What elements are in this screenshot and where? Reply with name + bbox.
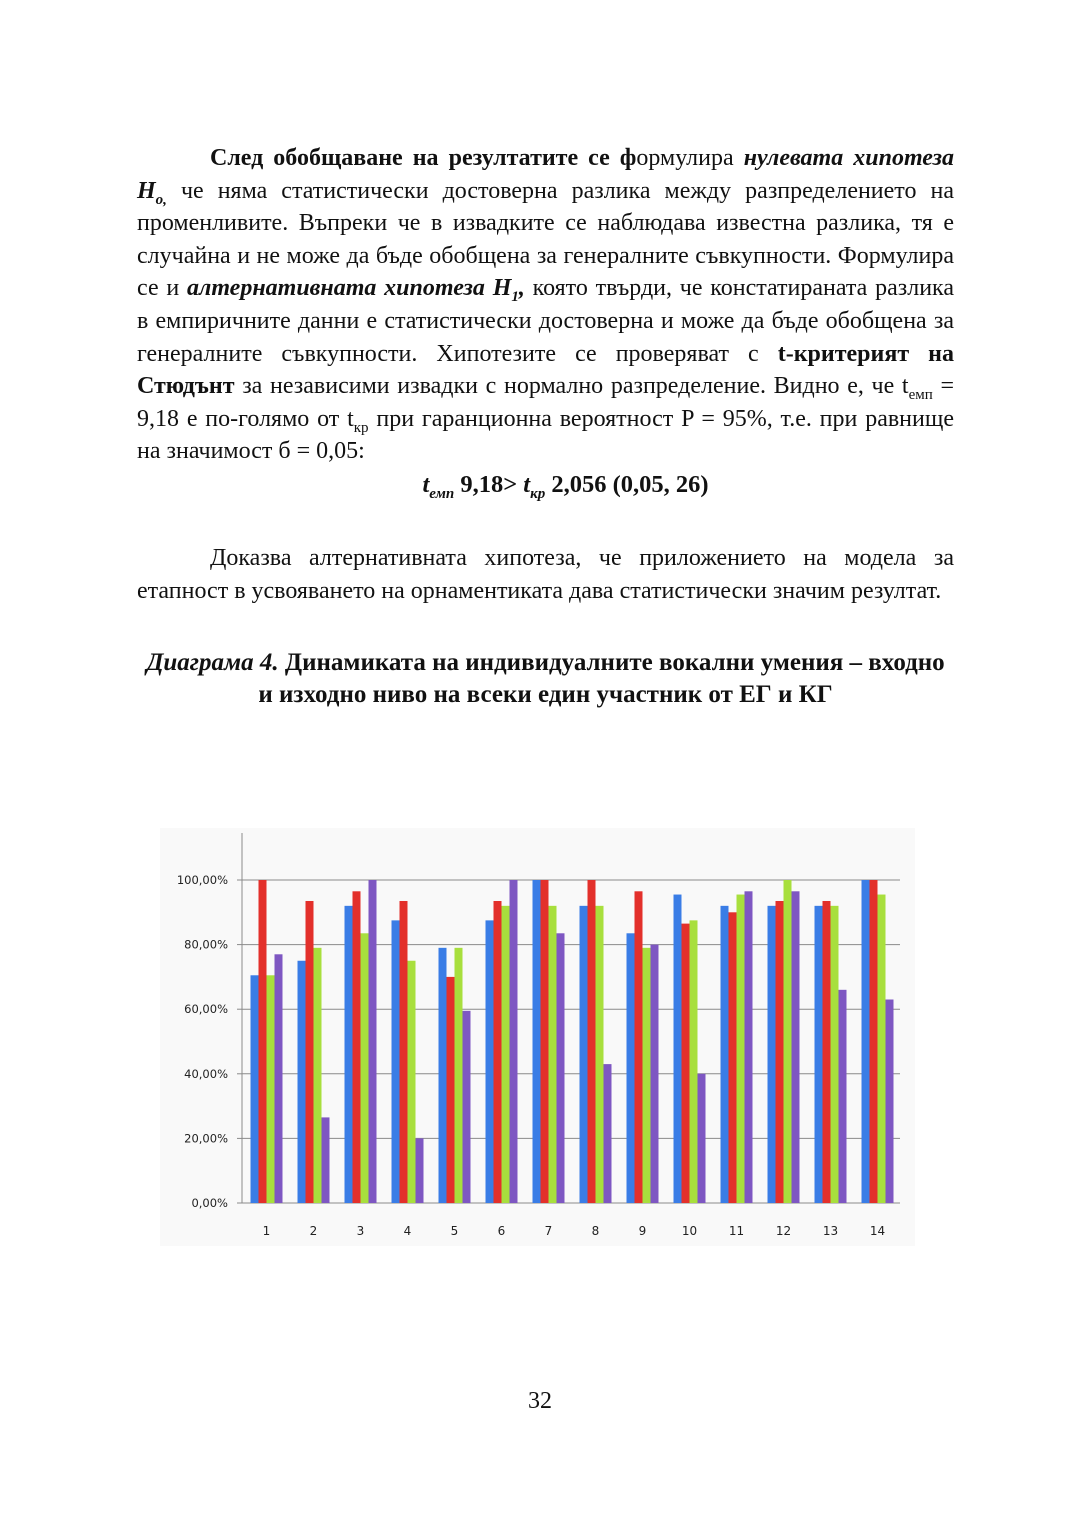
formula [137,468,954,502]
alt-hypothesis-text: алтернативната хипотеза H [187,275,512,302]
alt-hypothesis-sub: 1 [511,289,519,306]
bar [306,901,314,1203]
bar [776,901,784,1203]
x-tick-label: 2 [309,1224,318,1238]
null-hypothesis-sub: o, [155,191,167,208]
bar [439,948,447,1203]
bar [839,990,847,1203]
text-run: при гаранционна вероятност P = 95%, т.е. при равнище на значимост б = 0,05: [137,405,954,465]
x-tick-label: 14 [869,1224,886,1238]
x-tick-label: 13 [822,1224,839,1238]
alt-hypothesis [187,275,525,306]
bar [298,961,306,1203]
caption-text: Динамиката на индивидуалните вокални умения – входно и изходно ниво на всеки един участник от ЕГ и КГ [258,649,945,709]
bar [815,906,823,1203]
bar [557,933,565,1203]
x-tick-label: 12 [775,1224,792,1238]
bar [259,880,267,1203]
y-tick-label: 40,00% [184,1066,228,1081]
bar-chart-svg [160,828,915,1246]
bar [729,912,737,1203]
x-tick-label: 5 [450,1224,459,1238]
formula-end: 2,056 (0,05, 26) [545,470,709,498]
bar [604,1064,612,1203]
text-run: че няма статистически достоверна разлика между разпределението на променливите. Въпреки че в извадките се наблюдава известна разлика, тя е случайна и не може да бъде обобщена за генералните съвкупности. Формулира се и [137,177,954,302]
emp-subscript: емп [908,387,933,404]
x-tick-label: 6 [497,1224,506,1238]
bar [792,891,800,1203]
x-tick-label: 8 [591,1224,600,1238]
bar [698,1074,706,1203]
bar [486,920,494,1203]
bar [737,895,745,1203]
bar [682,924,690,1203]
figure-caption [137,647,954,711]
bar [408,961,416,1203]
x-tick-label: 11 [728,1224,745,1238]
bar [416,1138,424,1203]
caption-label: Диаграма 4. [146,649,279,677]
paragraph-conclusion: Доказва алтернативната хипотеза, че приложението на модела за етапност в усвояването на орнаментиката дава статистически значим резултат. [137,544,954,604]
page-body [137,142,954,711]
bar [870,880,878,1203]
bar [580,906,588,1203]
x-tick-label: 3 [356,1224,365,1238]
bar [541,880,549,1203]
bar [361,933,369,1203]
bar [447,977,455,1203]
bar [878,895,886,1203]
formula-t-kr: t [523,470,531,498]
bar [768,906,776,1203]
text-run: за независими извадки с нормално разпределение. Видно е, че t [234,373,909,400]
formula-sub-emp: емп [429,485,455,502]
bar [643,948,651,1203]
bar [588,880,596,1203]
text-run: = 9,18 е по-голямо от t [137,373,954,432]
bar [455,948,463,1203]
x-tick-label: 10 [681,1224,698,1238]
null-hypothesis-text: нулевата хипотеза H [137,145,954,204]
x-tick-label: 1 [262,1224,271,1238]
bar [251,975,259,1203]
bar [635,891,643,1203]
bar [392,920,400,1203]
x-tick-label: 9 [638,1224,647,1238]
formula-middle: 9,18> [454,470,524,498]
bar [533,880,541,1203]
bar [651,945,659,1203]
y-tick-label: 80,00% [184,937,228,952]
y-tick-label: 100,00% [176,873,228,887]
kr-subscript: кр [353,419,369,436]
bar [322,1117,330,1203]
x-tick-label: 4 [403,1224,412,1238]
paragraph-hypotheses [137,142,954,468]
bar [831,906,839,1203]
text-run: ормулира [636,145,744,171]
bar [721,906,729,1203]
text-run: която твърди, че констатираната разлика в емпиричните данни е статистически достоверна и може да бъде обобщена за генералните съвкупности. Хипотезите се проверяват с [137,275,955,367]
bar [549,906,557,1203]
bar [353,891,361,1203]
y-tick-label: 0,00% [191,1196,228,1210]
bar [674,895,682,1203]
y-tick-label: 60,00% [184,1002,228,1017]
bar [494,901,502,1203]
bar [596,906,604,1203]
bar [314,948,322,1203]
bar [275,954,283,1203]
test-name: t-критерият на Стюдънт [137,340,954,400]
bar [369,880,377,1203]
bar [690,920,698,1203]
bar [510,880,518,1203]
bar [267,975,275,1203]
bar [502,906,510,1203]
bar [862,880,870,1203]
y-tick-label: 20,00% [184,1131,228,1146]
bar [745,891,753,1203]
bar [345,906,353,1203]
lead-bold: След обобщаване на резултатите се ф [210,145,637,171]
bar-chart [160,828,915,1246]
bar [400,901,408,1203]
comma: , [518,275,525,302]
formula-sub-kr: кр [530,485,546,502]
bar [823,901,831,1203]
x-tick-label: 7 [544,1224,553,1238]
page-number: 32 [528,1388,552,1414]
bar [886,1000,894,1203]
bar [463,1011,471,1203]
bar [627,933,635,1203]
bar [784,880,792,1203]
formula-t-emp: t [422,470,430,498]
